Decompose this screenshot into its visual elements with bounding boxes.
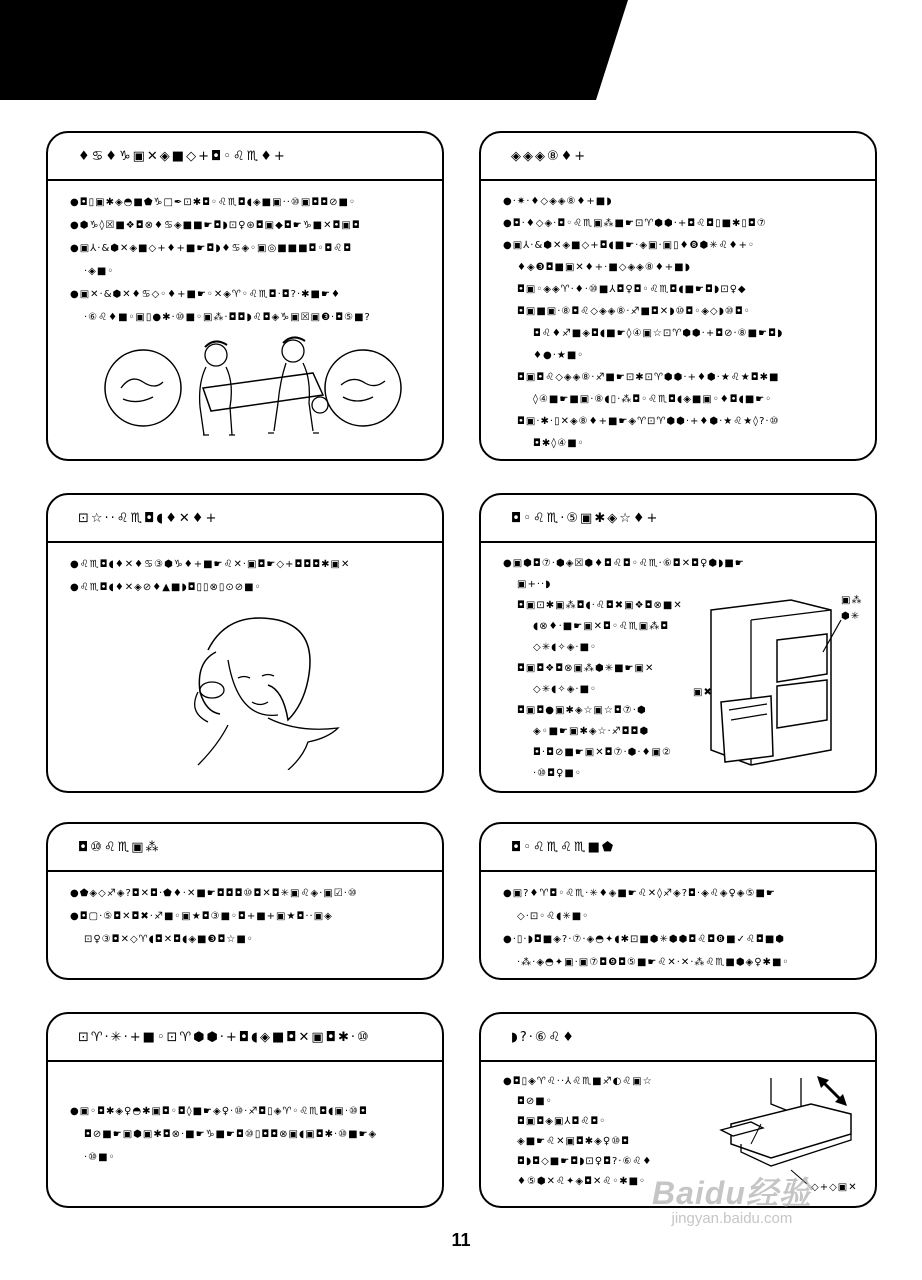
bullet-line: ◘▣◘◈▣⅄◘♌◘◦ <box>517 1116 607 1127</box>
panel-service-call <box>46 493 444 793</box>
watermark <box>652 1168 812 1227</box>
bullet-line: ◘◗◘◇■☛◘◗⊡♀◘?·⑥♌♦ <box>517 1156 653 1167</box>
sub-item: ◘▣·✱·▯✕◈⑧♦+■☛◈♈⊡♈⬢⬢·+♦⬢·★♌★◊?·⑩ <box>517 416 780 427</box>
bullet-line: ●⬢♑◊☒■❖◘⊗♦♋◈■■☛◘◗⊡♀⊛◘▣◆◘☛♑■✕◘▣◘ <box>70 220 361 231</box>
panel-title: ◘◦♌♏♌♏■⬟ <box>511 840 616 855</box>
panel-doors <box>479 493 877 793</box>
watermark-url: jingyan.baidu.com <box>671 1210 793 1227</box>
bullet-line: ♦⑤⬢✕♌✦◈◘✕♌◦✱■◦ <box>517 1176 646 1187</box>
callout-label: ◇+◇▣✕ <box>811 1182 858 1193</box>
bullet-line: ●▣⬢◘⑦·⬢◈☒⬢♦◘♌◘◦♌♏·⑥◘✕◘♀⬢◗■☛ <box>503 558 745 569</box>
panel-body <box>503 191 861 455</box>
panel-title: ♦♋♦♑▣✕◈■◇+◘◦♌♏♦+ <box>78 149 287 164</box>
bullet-line: ◘⊘■◦ <box>517 1096 553 1107</box>
bullet-line: ●▣◦◘✱◈♀◓✱▣◘◦◘◊■☛◈♀·⑩·♐◘▯◈♈◦♌♏◘◖▣·⑩◘ <box>70 1106 368 1117</box>
sub-item: ◘▣◘❖◘⊗▣⁂⬢✳■☛▣✕ <box>517 663 655 674</box>
sub-item: ◘▣◘♌◇◈◈⑧·♐■☛⊡✱⊡♈⬢⬢·+♦⬢·★♌★◘✱■ <box>517 372 780 383</box>
bullet-line: ●◘·♦◇◈·◘◦♌♏▣⁂■☛⊡♈⬢⬢·+◘♌◘▯■✱▯◘⑦ <box>503 218 767 229</box>
watermark-logo: Baidu经验 <box>652 1175 812 1211</box>
panel-body <box>70 553 428 599</box>
sub-item-cont: ◈◦■☛▣✱◈☆·♐◘◘⬢ <box>533 726 650 737</box>
panel-title: ◘◦♌♏·⑤▣✱◈☆♦+ <box>511 511 660 526</box>
divider <box>481 541 875 543</box>
panel-title: ⊡♈·✳·+■◦⊡♈⬢⬢·+◘◖◈■◘✕▣◘✱·⑩ <box>78 1030 371 1045</box>
bullet-line: ●◘▯◈♈♌··⅄♌♏■♐◐♌▣☆ <box>503 1076 653 1087</box>
bullet-line: ●·✷·♦◇◈◈⑧♦+■◗ <box>503 196 613 207</box>
callout-label: ⬢✳ <box>841 611 861 622</box>
panel-body <box>70 191 428 329</box>
carrying-illustration <box>103 333 403 443</box>
bullet-line: ●▣?♦♈◘◦♌♏·✳♦◈■☛♌✕◊♐◈?◘·◈♌◈♀◈⑤■☛ <box>503 888 776 899</box>
bullet-line: ·◈■◦ <box>84 266 115 277</box>
sub-item-cont: ♦●·★■◦ <box>533 350 585 361</box>
bullet-line: ●◘▢·⑤◘✕◘✖·♐■◦▣★◘③■◦◘+■+▣★◘··▣◈ <box>70 911 333 922</box>
sub-item: ◘▣■▣·⑧◘♌◇◈◈⑧·♐■◘✕◗⑩◘◦◈◇◗⑩◘◦ <box>517 306 751 317</box>
sub-item-cont: ◘✱◊④■◦ <box>533 438 585 449</box>
bullet-line: ●♌♏◘◖♦✕♦♋③⬢♑♦+■☛♌✕·▣◘☛◇+◘◘◘✱▣✕ <box>70 559 351 570</box>
sub-item: ◘▣◘●▣✱◈☆▣☆◘⑦·⬢ <box>517 705 647 716</box>
bullet-line: ●▣⅄·&⬢✕◈■◇+♦+■☛◘◗♦♋◈◦▣◎■■■◘◦◘♌◘ <box>70 243 353 254</box>
woman-phone-illustration <box>168 610 348 770</box>
bullet-line: ·⑥♌♦■◦▣▯●✱·⑩■◦▣⁂·◘◘◗♌◘◈♑▣☒▣❸·◘⑤■? <box>84 312 371 323</box>
divider <box>48 179 442 181</box>
bullet-line: ●♌♏◘◖♦✕◈⊘♦▲■◗◘▯▯⊗▯⊙⊘■◦ <box>70 582 262 593</box>
divider <box>481 1060 875 1062</box>
divider <box>48 870 442 872</box>
sub-item-cont: ◖⊗♦·■☛▣✕◘◦♌♏▣⁂◘ <box>533 621 670 632</box>
panel-power <box>479 822 877 980</box>
sub-item-cont: ◘♌♦♐■◈◘◖■☛◊④▣☆⊡♈⬢⬢·+◘⊘·⑧■☛◘◗ <box>533 328 784 339</box>
panel-body <box>70 1100 428 1169</box>
panel-title: ◘⑩♌♏▣⁂ <box>78 840 161 855</box>
sub-item-cont: ◊④■☛■▣·⑧◖▯·⁂◘◦♌♏◘◖◈■▣◦♦◘◖■☛◦ <box>533 394 773 405</box>
bullet-line: ●⬟◈◇♐◈?◘✕◘·⬟♦·✕■☛◘◘◘⑩◘✕◘✳▣♌◈·▣☑·⑩ <box>70 888 358 899</box>
sub-item-cont: ◘·◘⊘■☛▣✕◘⑦·⬢·♦▣② <box>533 747 672 758</box>
divider <box>48 1060 442 1062</box>
bullet-line: ●·▯·◗◘■◈?·⑦·◈◓✦◖✱⊡■⬢✳⬢⬢◘♌◘❽■✓♌◘■⬢ <box>503 934 786 945</box>
bullet-line: ●▣✕·&⬢✕♦♋◇◦♦+■☛◦✕◈♈◦♌♏◘·◘?·✱■☛♦ <box>70 289 341 300</box>
divider <box>481 870 875 872</box>
bullet-line: ●▣⅄·&⬢✕◈■◇+◘◖■☛·◈▣·▣▯♦❽⬢✳♌♦+◦ <box>503 240 755 251</box>
callout-label: ▣⁂ <box>841 595 863 606</box>
bullet-line: ♦◈❸◘■▣✕♦+·■◇◈◈⑧♦+■◗ <box>517 262 691 273</box>
sub-item: ◘▣◦◈◈♈·♦·⑩■⅄◘♀◘◦♌♏◘◖■☛◘◗⊡♀◆ <box>517 284 747 295</box>
panel-carrying <box>46 131 444 461</box>
panel-storage <box>46 1012 444 1208</box>
bullet-line: ◈■☛♌✕▣◘✱◈♀⑩◘ <box>517 1136 631 1147</box>
refrigerator-illustration <box>691 590 861 780</box>
panel-packaging <box>479 131 877 461</box>
bullet-line: ·⑩■◦ <box>84 1152 116 1163</box>
panel-body <box>503 882 861 974</box>
panel-title: ◈◈◈⑧♦+ <box>511 149 588 164</box>
bullet-line: ·⁂·◈◓✦▣·▣⑦◘❾◘⑤■☛♌✕·✕·⁂♌♏■⬢◈♀✱■◦ <box>517 957 790 968</box>
sub-item-cont: ·⑩◘♀■◦ <box>533 768 582 779</box>
panel-body <box>70 882 428 951</box>
bullet-line: ▣+··◗ <box>517 579 552 590</box>
page-number: 11 <box>451 1230 471 1250</box>
sub-item: ◘▣⊡✱▣⁂◘◖·♌◘✖▣❖◘⊗■✕ <box>517 600 683 611</box>
callout-label: ▣✖ <box>693 687 713 698</box>
bullet-line: ◘⊘■☛▣⬢▣✱◘⊗·■☛♑■☛◘⑩▯◘◘⊗▣◖▣◘✱·⑩■☛◈ <box>84 1129 378 1140</box>
divider <box>481 179 875 181</box>
header-bar <box>0 0 922 100</box>
panel-title: ◗?·⑥♌♦ <box>511 1030 576 1045</box>
panel-cleaning <box>46 822 444 980</box>
bullet-line: ⊡♀③◘✕◇♈◖◘✕◘◖◈■❸◘☆■◦ <box>84 934 254 945</box>
bullet-line: ●◘▯▣✱◈◓■⬟♑□✒⊡✱◘◦♌♏◘◖◈■▣··⑩▣◘◘⊘■◦ <box>70 197 356 208</box>
sub-item-cont: ◇✳◖✧◈·■◦ <box>533 642 597 653</box>
panel-title: ⊡☆··♌♏◘◖♦✕♦+ <box>78 511 219 526</box>
sub-item-cont: ◇✳◖✧◈·■◦ <box>533 684 597 695</box>
divider <box>48 541 442 543</box>
bullet-line: ◇·⊡◦♌◖✳■◦ <box>517 911 590 922</box>
